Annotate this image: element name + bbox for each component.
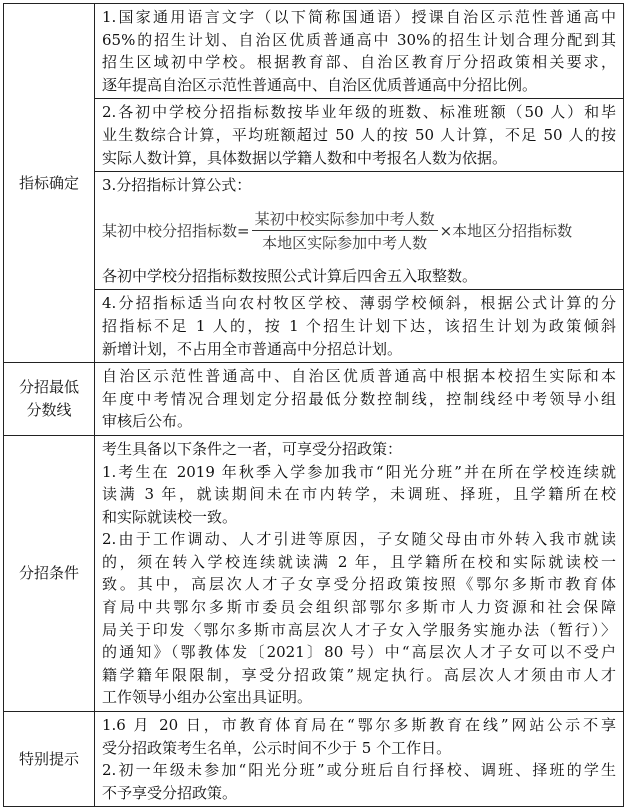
text-line: 2.由于工作调动、人才引进等原因，子女随父母由市外转入我市就读 <box>102 530 616 549</box>
text-line: 2.初一年级未参加“阳光分班”或分班后自行择校、调班、择班的学生 <box>102 761 616 780</box>
formula-denominator: 本地区实际参加中考人数 <box>262 234 428 253</box>
text-line: 逐年提高自治区示范性普通高中、自治区优质普通高中分招比例。 <box>102 75 538 94</box>
row-label-line: 分数线 <box>26 401 72 420</box>
row-label-line: 特别提示 <box>18 749 79 768</box>
text-line: 籍学籍年限限制，享受分招政策”规定执行。高层次人才须由市人才 <box>102 665 616 684</box>
text-line: 考生具备以下条件之一者，可享受分招政策： <box>102 439 403 458</box>
text-line: 1.国家通用语言文字（以下简称国通语）授课自治区示范性普通高中 <box>102 8 616 26</box>
table-row <box>4 172 624 290</box>
table-row <box>4 99 624 172</box>
policy-table <box>3 3 624 807</box>
row-label-line: 分招最低 <box>18 378 79 397</box>
text-line: 1.考生在 2019 年秋季入学参加我市“阳光分班”并在所在学校连续就 <box>102 462 616 481</box>
text-line: 65%的招生计划、自治区优质普通高中 30%的招生计划合理分配到其 <box>102 30 616 49</box>
text-line: 3.分招指标计算公式： <box>102 176 252 195</box>
formula-lhs: 某初中校分招指标数= <box>102 222 250 241</box>
text-line: 业生数综合计算，平均班额超过 50 人的按 50 人计算，不足 50 人的按 <box>102 125 616 144</box>
text-line: 读满 3 年，就读期间未在市内转学，未调班、择班，且学籍所在校 <box>102 485 616 504</box>
table-row <box>4 435 624 711</box>
text-line: 育局中共鄂尔多斯市委员会组织部鄂尔多斯市人力资源和社会保障 <box>102 598 616 617</box>
row-label <box>4 4 95 363</box>
text-line: 受分招政策考生名单，公示时间不少于 5 个工作日。 <box>102 738 452 757</box>
formula-numerator: 某初中校实际参加中考人数 <box>252 208 438 231</box>
text-line: 不予享受分招政策。 <box>102 783 238 802</box>
table-row <box>4 4 624 99</box>
content-cell <box>95 4 624 99</box>
content-cell <box>95 712 624 807</box>
content-cell <box>95 290 624 363</box>
content-cell <box>95 363 624 436</box>
text-line: 实际人数计算，具体数据以学籍人数和中考报名人数为依据。 <box>102 148 508 167</box>
text-line: 新增计划，不占用全市普通高中分招总计划。 <box>102 339 403 358</box>
text-line: 局关于印发〈鄂尔多斯市高层次人才子女入学服务实施办法（暂行）〉 <box>102 620 616 639</box>
text-line: 审核后公布。 <box>102 412 193 431</box>
text-line: 招生区域初中学校。根据教育部、自治区教育厅分招政策相关要求， <box>102 53 616 72</box>
row-label-line: 分招条件 <box>18 563 79 582</box>
content-cell <box>95 99 624 172</box>
text-line: 自治区示范性普通高中、自治区优质普通高中根据本校招生实际和本 <box>102 367 616 386</box>
text-line: 2.各初中学校分招指标数按毕业年级的班数、标准班额（50 人）和毕 <box>102 103 616 122</box>
formula-rhs: ×本地区分招指标数 <box>439 222 573 241</box>
text-line: 招指标不足 1 人的，按 1 个招生计划下达，该招生计划为政策倾斜 <box>102 316 616 335</box>
text-line: 1.6 月 20 日，市教育体育局在“鄂尔多斯教育在线”网站公示不享 <box>102 716 616 735</box>
text-line: 4.分招指标适当向农村牧区学校、薄弱学校倾斜，根据公式计算的分 <box>102 294 616 313</box>
row-label <box>4 712 95 807</box>
row-label <box>4 435 95 711</box>
table-row <box>4 363 624 436</box>
formula <box>102 197 616 265</box>
row-label-line: 指标确定 <box>18 173 79 192</box>
content-cell <box>95 435 624 711</box>
text-line: 和实际就读校一致。 <box>102 507 238 526</box>
table-row <box>4 712 624 807</box>
content-cell <box>95 172 624 290</box>
text-line: 致。其中，高层次人才子女享受分招政策按照《鄂尔多斯市教育体 <box>102 575 616 594</box>
text-line: 的通知》（鄂教体发〔2021〕80 号）中“高层次人才子女可以不受户 <box>102 643 616 662</box>
text-line: 各初中学校分招指标数按照公式计算后四舍五入取整数。 <box>102 266 478 285</box>
text-line: 工作领导小组办公室出具证明。 <box>102 688 313 707</box>
row-label <box>4 363 95 436</box>
text-line: 年度中考情况合理划定分招最低分数控制线，控制线经中考领导小组 <box>102 389 616 408</box>
table-row <box>4 290 624 363</box>
formula-fraction <box>252 208 438 253</box>
text-line: 的，须在转入学校连续就读满 2 年，且学籍所在校和实际就读校一 <box>102 552 616 571</box>
